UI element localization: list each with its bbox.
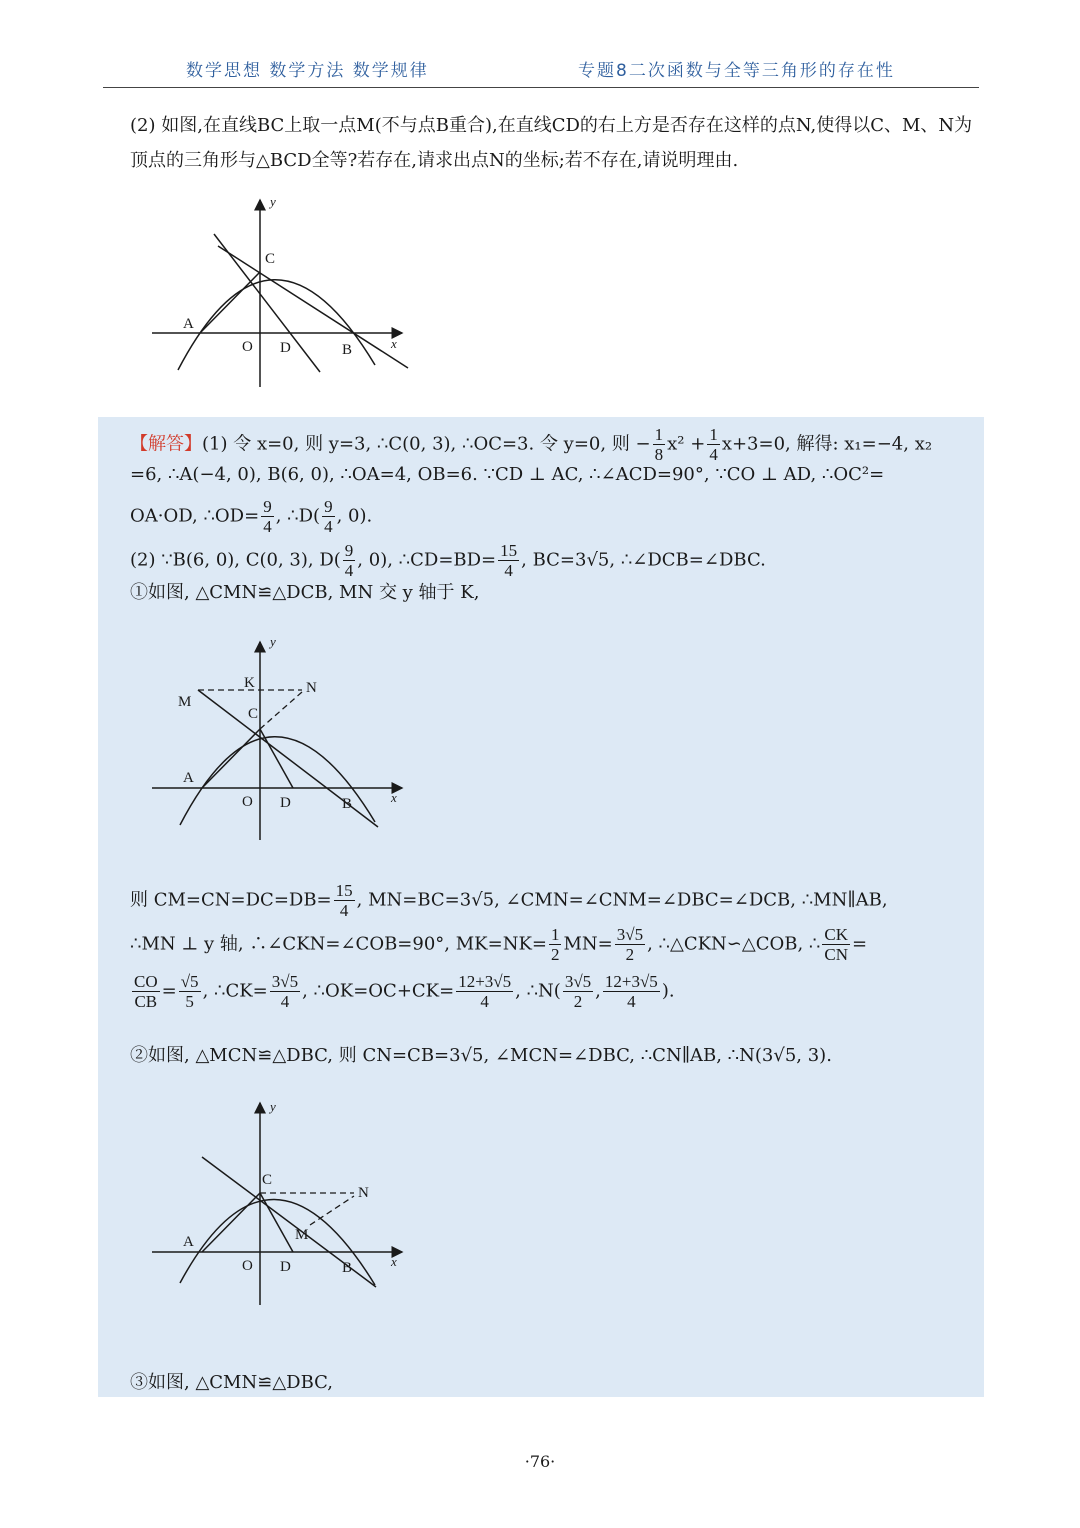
fig1-point-d: D (280, 340, 291, 356)
fig2-y-label: y (270, 634, 276, 649)
fig1-y-label: y (270, 194, 276, 209)
segment-ac (202, 1193, 260, 1252)
fig3-point-b: B (342, 1260, 353, 1276)
fig1-point-c: C (265, 251, 276, 267)
fig2-point-o: O (242, 794, 253, 810)
solution-line-1: 【解答】(1) 令 x=0, 则 y=3, ∴C(0, 3), ∴OC=3. 令 y=0, 则 − $\frac{1}{8}$ x² + $\frac{1}{4}$ x+3=0, 解得: x₁=−4, x₂ (130, 425, 933, 464)
fig2-x-label: x (391, 790, 397, 805)
figure-3 (140, 1095, 420, 1310)
header-rule (103, 87, 979, 88)
solution-line-3: OA·OD, ∴OD= $\frac{9}{4}$ , ∴D( $\frac{9}{4}$ , 0). (130, 497, 373, 536)
solution-line-8: $\frac{CO}{CB}$ = $\frac{√5}{5}$ , ∴CK= $\frac{3√5}{4}$ , ∴OK=OC+CK= $\frac{12+3√5}{4}$ , ∴N( $\frac{3√5}{2}$ , $\frac{12+3√5}{4}$ ). (134, 972, 675, 1011)
fig3-point-a: A (183, 1234, 194, 1250)
fig3-point-n: N (358, 1185, 369, 1201)
fig2-point-k: K (244, 675, 255, 691)
figure-1 (140, 190, 420, 400)
fig2-point-c: C (248, 706, 259, 722)
segment-ac (202, 729, 260, 788)
fig2-point-d: D (280, 795, 291, 811)
segment-ac (200, 272, 260, 333)
fig3-point-m: M (295, 1227, 309, 1243)
figure-2 (140, 630, 420, 845)
fig1-point-a: A (183, 316, 194, 332)
solution-line-7: ∴MN ⊥ y 轴, ∴∠CKN=∠COB=90°, MK=NK= $\frac{1}{2}$ MN= $\frac{3√5}{2}$ , ∴△CKN∽△COB, ∴ $\frac{CK}{CN}$ = (130, 925, 868, 964)
fig3-y-label: y (270, 1099, 276, 1114)
solution-line-9: ②如图, △MCN≌△DBC, 则 CN=CB=3√5, ∠MCN=∠DBC, ∴CN∥AB, ∴N(3√5, 3). (130, 1045, 832, 1066)
solution-tag: 【解答】 (130, 433, 202, 455)
question-text: (2) 如图,在直线BC上取一点M(不与点B重合),在直线CD的右上方是否存在这样的点N,使得以C、M、N为顶点的三角形与△BCD全等?若存在,请求出点N的坐标;若不存在,请说明理由. (130, 115, 973, 171)
fig3-point-d: D (280, 1259, 291, 1275)
fig3-point-c: C (262, 1172, 273, 1188)
solution-line-10: ③如图, △CMN≌△DBC, (130, 1372, 334, 1393)
fig2-point-b: B (342, 796, 353, 812)
fig1-point-b: B (342, 342, 353, 358)
fig3-point-o: O (242, 1258, 253, 1274)
solution-line-6: 则 CM=CN=DC=DB= $\frac{15}{4}$ , MN=BC=3√5, ∠CMN=∠CNM=∠DBC=∠DCB, ∴MN∥AB, (130, 881, 888, 920)
fig2-point-m: M (178, 694, 192, 710)
header-left: 数学思想 数学方法 数学规律 (186, 61, 429, 81)
fig2-point-n: N (306, 680, 317, 696)
fig3-x-label: x (391, 1254, 397, 1269)
solution-line-5: ①如图, △CMN≌△DCB, MN 交 y 轴于 K, (130, 582, 480, 603)
fig1-point-o: O (242, 339, 253, 355)
fig1-x-label: x (391, 336, 397, 351)
segment-mn-dashed (310, 1196, 354, 1225)
solution-line-4: (2) ∵B(6, 0), C(0, 3), D( $\frac{9}{4}$ , 0), ∴CD=BD= $\frac{15}{4}$ , BC=3√5, ∴∠DCB=∠DBC. (130, 541, 766, 580)
header-right: 专题8二次函数与全等三角形的存在性 (578, 61, 895, 81)
page-number: ·76· (524, 1452, 556, 1471)
segment-cn-dashed (260, 692, 302, 729)
solution-line-2: =6, ∴A(−4, 0), B(6, 0), ∴OA=4, OB=6. ∵CD ⊥ AC, ∴∠ACD=90°, ∵CO ⊥ AD, ∴OC²= (130, 464, 885, 485)
fig2-point-a: A (183, 770, 194, 786)
